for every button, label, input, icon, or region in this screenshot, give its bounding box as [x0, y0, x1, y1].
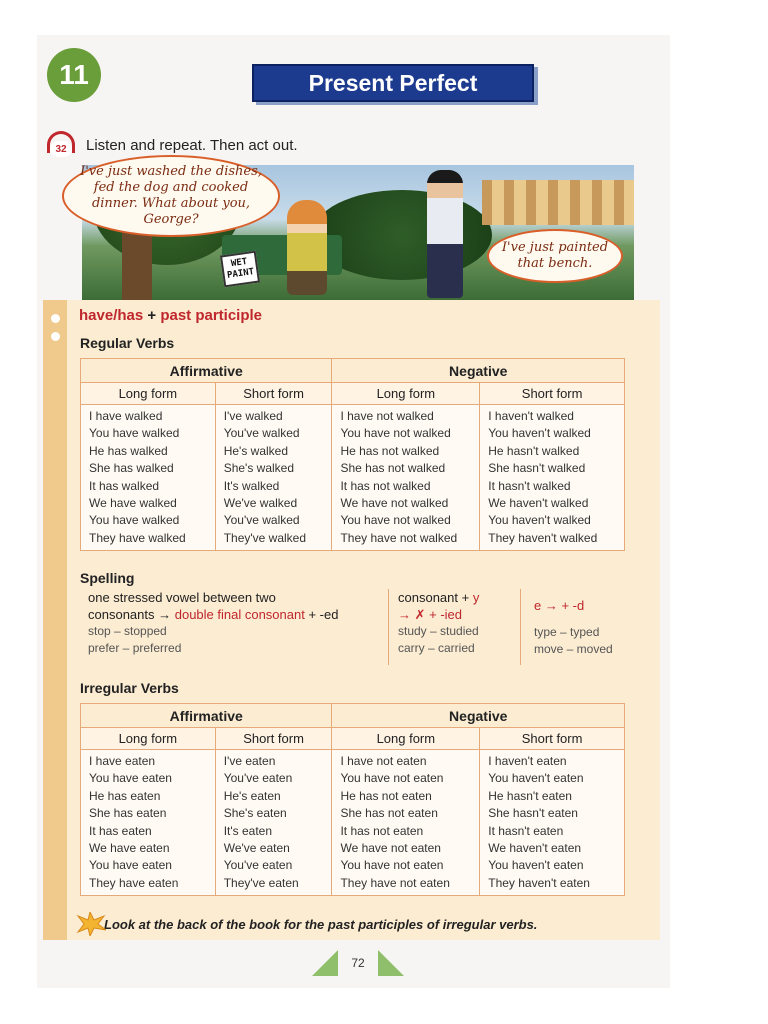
verb-form: They have walked: [89, 530, 186, 545]
irregular-verbs-heading: Irregular Verbs: [80, 680, 179, 696]
group-header: Negative: [332, 359, 625, 383]
verb-form: We haven't eaten: [488, 840, 582, 855]
verb-form: She has not eaten: [340, 806, 438, 821]
verb-form: It has not walked: [340, 478, 431, 493]
verb-form: I have not eaten: [340, 754, 427, 768]
verb-form: You have not eaten: [340, 858, 444, 873]
neg-short-cell: [480, 405, 625, 551]
verb-form: It hasn't walked: [488, 478, 571, 493]
column-header: Short form: [215, 383, 332, 405]
headphones-icon: [44, 131, 78, 159]
verb-form: I've walked: [223, 409, 283, 423]
verb-form: You have walked: [89, 426, 180, 441]
spelling-rule-y: consonant + y → ✗ + -ied study – studied carry – carried: [398, 590, 480, 655]
bullet-dot: [51, 314, 60, 323]
verb-form: You haven't walked: [488, 513, 591, 528]
verb-form: They have not eaten: [340, 875, 450, 890]
verb-form: It has eaten: [89, 823, 152, 838]
verb-form: He hasn't eaten: [488, 788, 572, 803]
regular-verbs-heading: Regular Verbs: [80, 335, 175, 351]
verb-form: We haven't walked: [488, 495, 589, 510]
bullet-dot: [51, 332, 60, 341]
verb-form: I haven't eaten: [488, 754, 567, 768]
column-header: Short form: [480, 383, 625, 405]
verb-form: It hasn't eaten: [488, 823, 564, 838]
verb-form: She's walked: [223, 461, 295, 476]
group-header: Negative: [332, 704, 625, 728]
verb-form: They haven't walked: [488, 530, 598, 545]
spelling-heading: Spelling: [80, 570, 135, 586]
verb-form: He has walked: [89, 443, 168, 458]
instruction-text: Listen and repeat. Then act out.: [86, 136, 298, 154]
verb-form: They've walked: [223, 530, 307, 545]
verb-form: It's walked: [223, 478, 280, 493]
verb-form: She hasn't walked: [488, 461, 586, 476]
verb-form: It has not eaten: [340, 823, 424, 838]
verb-form: It's eaten: [223, 823, 273, 838]
verb-form: You've walked: [223, 513, 300, 528]
verb-form: We have walked: [89, 495, 177, 510]
neg-short-cell: [480, 750, 625, 896]
spelling-rule-double: one stressed vowel between two consonants → double final consonant + -ed stop – stopped prefer – preferred: [88, 590, 339, 655]
verb-form: You have not walked: [340, 426, 451, 441]
verb-form: She hasn't eaten: [488, 806, 578, 821]
verb-form: You've walked: [223, 426, 300, 441]
verb-form: She has walked: [89, 461, 174, 476]
verb-form: He's walked: [223, 443, 289, 458]
audio-track-number: 32: [50, 141, 72, 157]
column-header: Short form: [480, 728, 625, 750]
page-title: Present Perfect: [252, 64, 534, 102]
formula: have/has + past participle: [79, 307, 263, 324]
page-number: 72: [312, 950, 404, 976]
verb-form: You haven't eaten: [488, 771, 584, 786]
verb-form: You've eaten: [223, 771, 293, 786]
column-header: Long form: [81, 383, 216, 405]
verb-form: I've eaten: [223, 754, 276, 768]
verb-form: They have eaten: [89, 875, 179, 890]
unit-number-badge: 11: [47, 48, 101, 102]
verb-form: They have not walked: [340, 530, 458, 545]
column-header: Long form: [332, 728, 480, 750]
verb-form: We've walked: [223, 495, 298, 510]
boy-figure: [427, 170, 463, 298]
verb-form: I haven't walked: [488, 409, 574, 423]
column-header: Long form: [81, 728, 216, 750]
irregular-verbs-table: [80, 703, 625, 896]
verb-form: You have not walked: [340, 513, 451, 528]
speech-bubble-boy: I've just painted that bench.: [487, 229, 623, 283]
aff-long-cell: [81, 750, 216, 896]
column-header: Short form: [215, 728, 332, 750]
burst-icon: [76, 912, 106, 936]
verb-form: He has not eaten: [340, 788, 432, 803]
verb-form: She has not walked: [340, 461, 446, 476]
verb-form: It has walked: [89, 478, 160, 493]
neg-long-cell: [332, 750, 480, 896]
verb-form: We have not walked: [340, 495, 449, 510]
spelling-rule-e: e → + -d type – typed move – moved: [534, 598, 613, 656]
verb-form: You've eaten: [223, 858, 293, 873]
verb-form: She's eaten: [223, 806, 287, 821]
aff-short-cell: [215, 405, 332, 551]
verb-form: We have not eaten: [340, 840, 441, 855]
group-header: Affirmative: [81, 704, 332, 728]
girl-figure: [287, 200, 327, 295]
verb-form: He hasn't walked: [488, 443, 580, 458]
column-header: Long form: [332, 383, 480, 405]
group-header: Affirmative: [81, 359, 332, 383]
regular-verbs-table: [80, 358, 625, 551]
speech-bubble-girl: I've just washed the dishes, fed the dog and cooked dinner. What about you, George?: [62, 155, 280, 237]
verb-form: They've eaten: [223, 875, 299, 890]
verb-form: I have walked: [89, 409, 163, 423]
verb-form: We have eaten: [89, 840, 170, 855]
verb-form: You have eaten: [89, 771, 172, 786]
tip-note: Look at the back of the book for the past participles of irregular verbs.: [76, 912, 656, 936]
neg-long-cell: [332, 405, 480, 551]
verb-form: He has not walked: [340, 443, 440, 458]
verb-form: I have not walked: [340, 409, 434, 423]
verb-form: We've eaten: [223, 840, 290, 855]
verb-form: You have eaten: [89, 858, 172, 873]
verb-form: You haven't eaten: [488, 858, 584, 873]
verb-form: She has eaten: [89, 806, 167, 821]
aff-short-cell: [215, 750, 332, 896]
verb-form: You haven't walked: [488, 426, 591, 441]
verb-form: I have eaten: [89, 754, 156, 768]
verb-form: He's eaten: [223, 788, 281, 803]
verb-form: He has eaten: [89, 788, 161, 803]
aff-long-cell: [81, 405, 216, 551]
verb-form: You have walked: [89, 513, 180, 528]
verb-form: They haven't eaten: [488, 875, 590, 890]
building-image: [482, 180, 634, 225]
wet-paint-sign: WET PAINT: [220, 251, 260, 288]
verb-form: You have not eaten: [340, 771, 444, 786]
